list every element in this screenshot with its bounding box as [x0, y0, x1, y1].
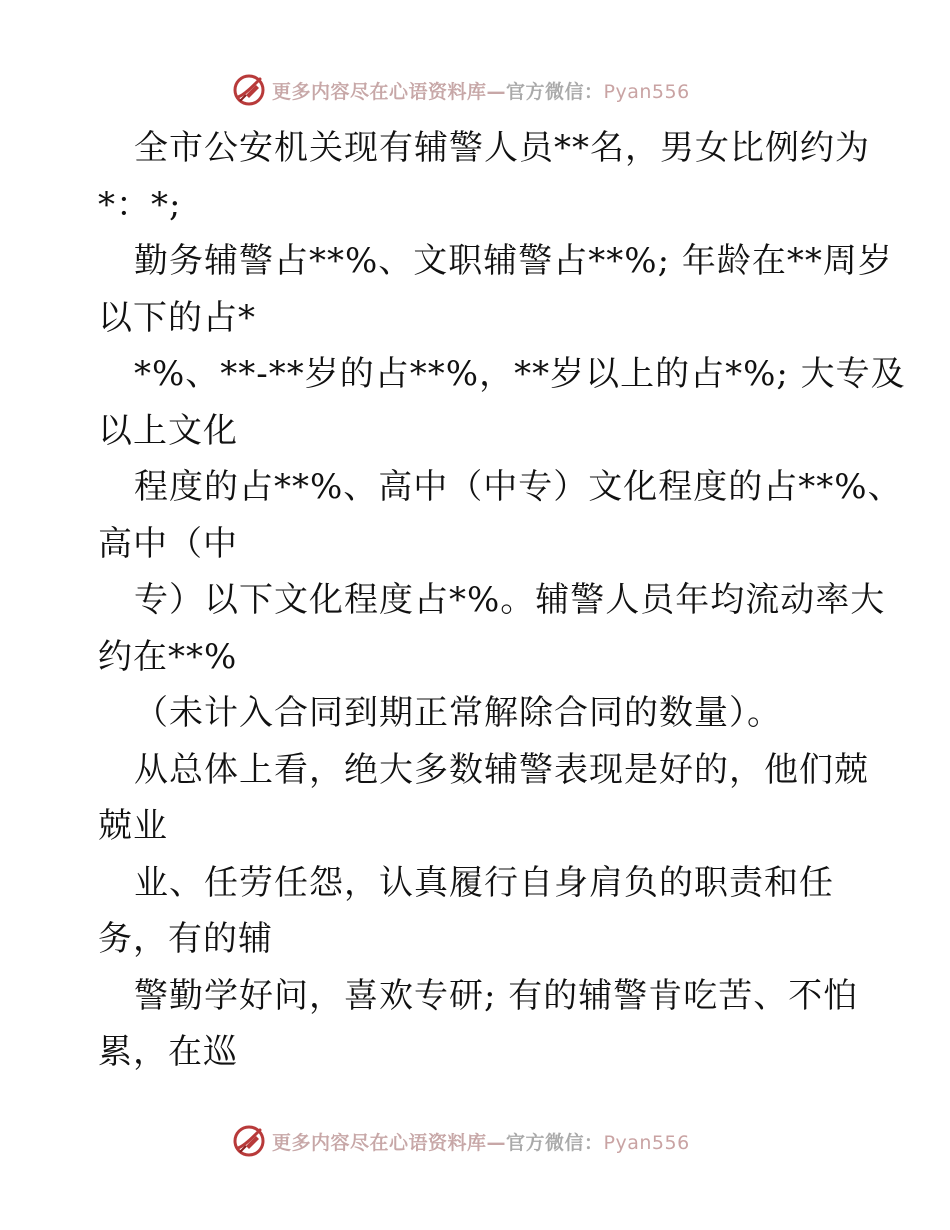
- watermark-wechat-label: 官方微信：: [506, 80, 604, 103]
- watermark-separator: —: [486, 80, 507, 103]
- watermark-brand: 更多内容尽在心语资料库: [272, 1131, 487, 1154]
- text-line: 高中（中: [98, 523, 238, 564]
- text-line: 以下的占*: [98, 297, 256, 338]
- text-line: 以上文化: [98, 410, 238, 451]
- text-line: 警勤学好问，喜欢专研; 有的辅警肯吃苦、不怕: [134, 975, 859, 1016]
- text-line: 勤务辅警占**%、文职辅警占**%; 年龄在**周岁: [134, 241, 893, 281]
- text-line: 兢业: [98, 806, 168, 846]
- watermark-brand: 更多内容尽在心语资料库: [272, 80, 487, 103]
- text-line: *：*;: [98, 184, 182, 225]
- watermark-text: [272, 1128, 690, 1155]
- header-watermark: [232, 70, 690, 110]
- text-line: 全市公安机关现有辅警人员**名，男女比例约为: [134, 128, 870, 168]
- watermark-text: [272, 77, 690, 104]
- text-line: *%、**-**岁的占**%，**岁以上的占*%; 大专及: [134, 354, 906, 394]
- text-line: 程度的占**%、高中（中专）文化程度的占**%、: [134, 467, 903, 507]
- footer-watermark: [232, 1121, 690, 1161]
- document-body: [98, 120, 906, 1081]
- text-line: 约在**%: [98, 636, 238, 677]
- watermark-wechat-id: Pyan556: [603, 1131, 690, 1154]
- pen-logo-icon: [232, 73, 266, 107]
- text-line: （未计入合同到期正常解除合同的数量）。: [134, 693, 782, 733]
- text-line: 业、任劳任怨，认真履行自身肩负的职责和任: [134, 862, 834, 903]
- watermark-wechat-label: 官方微信：: [506, 1131, 604, 1154]
- text-line: 累，在巡: [98, 1032, 238, 1072]
- text-line: 从总体上看，绝大多数辅警表现是好的，他们兢: [134, 749, 869, 790]
- watermark-separator: —: [486, 1131, 507, 1154]
- pen-logo-icon: [232, 1124, 266, 1158]
- text-line: 务，有的辅: [98, 919, 273, 959]
- watermark-wechat-id: Pyan556: [603, 80, 690, 103]
- text-line: 专）以下文化程度占*%。辅警人员年均流动率大: [134, 580, 886, 620]
